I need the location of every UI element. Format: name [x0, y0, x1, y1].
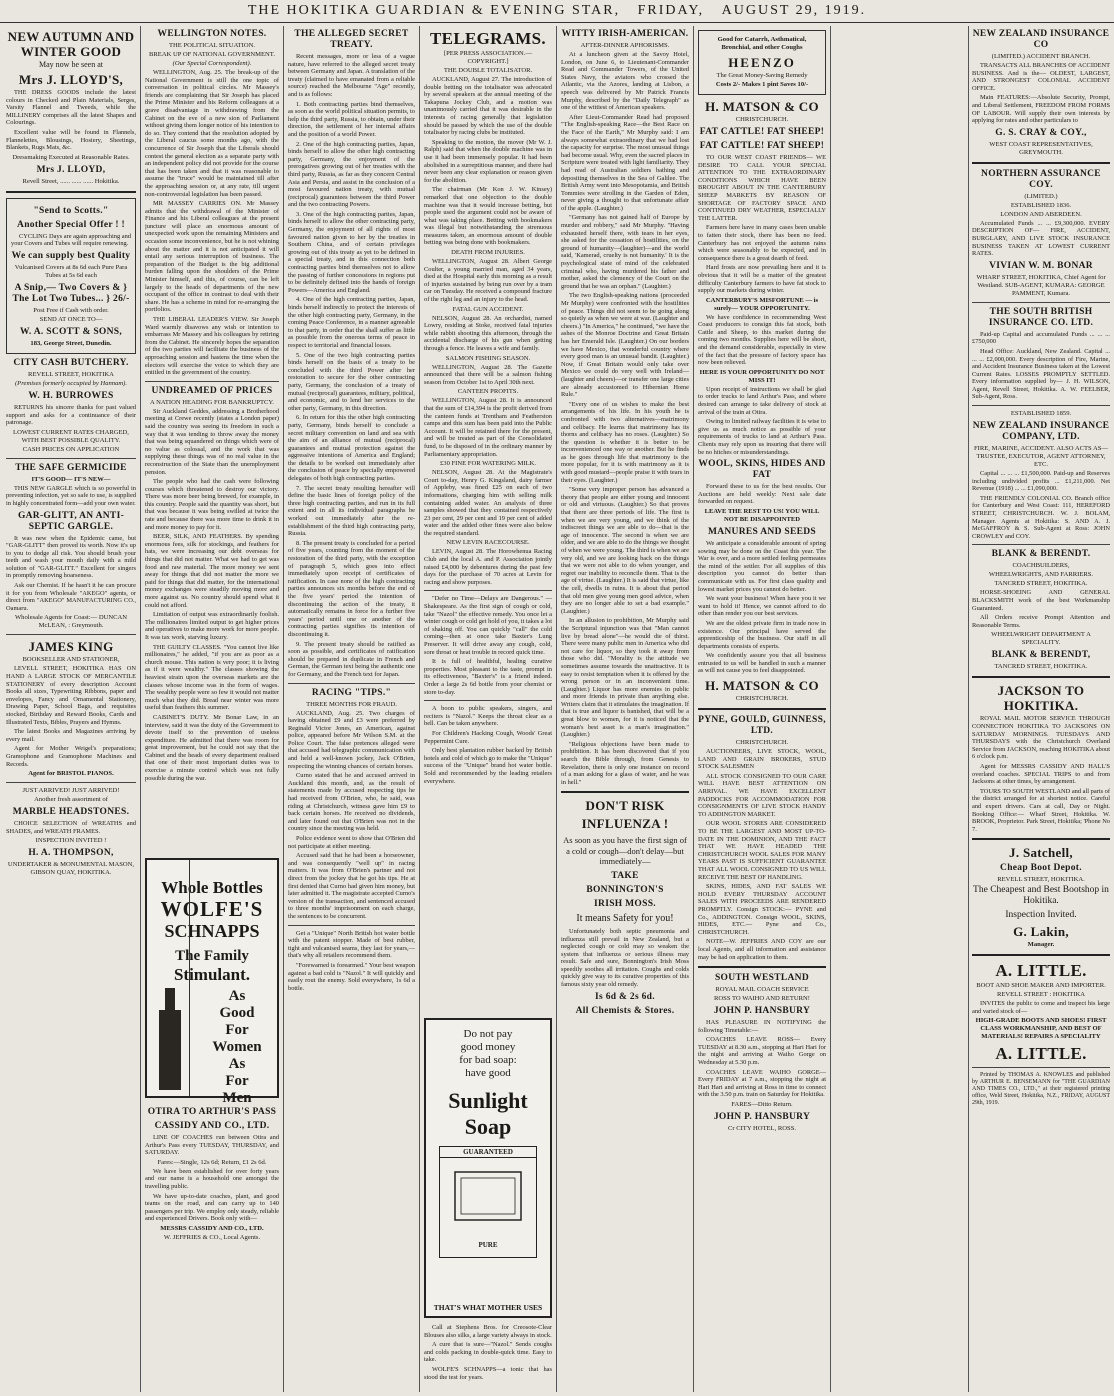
- paragraph: WHEELWRIGHT DEPARTMENT A SPECIALITY.: [991, 631, 1091, 647]
- address: REVELL STREET, HOKITIKA: [28, 370, 114, 378]
- paragraph: THE GUILTY CLASSES. "You cannot live like millionaires," he added, "if you are as poor as a church mouse. This nation is very poor; it is living as if it were wealthy." The classes showing the heaviest strain upon the overseas markets are the classes whose income was in the form of wages. The wealthy people were so few it would not matter much what they did. Bread near winter was more useful than feathers this summer.: [145, 643, 279, 712]
- paragraph: Paid-up Capital and accumulated Funds ... ... ... £750,000: [972, 330, 1110, 346]
- paragraph: The two English-speaking nations (proceeded Mr Murphy) were confronted with the hostilities of peace. Things did not seem to be going along so quietly as when we were at war. (Laughter and cheers.) "In America," he continued, "we have the ashes of the Monroe Doctrine and Great Britain has her Emerald Isle. (Laughter.) On our borders we have Mexico, that wonderful country where every good man is an unusual bandit. (Laughter.) Now, if Great Britain would only take over Mexico we could do very well with Ireland—(laughter and cheers)—or transfer one large cities are already accustomed to Hibernian Home Rule.": [561, 292, 689, 399]
- divider: [698, 966, 826, 968]
- paragraph: THE DRESS GOODS include the latest colours in Checked and Plain Materials, Serges, Varsity Flannel and Tweeds, while the MILLINERY comprises all the latest Shapes and Colourings.: [6, 89, 136, 127]
- address: TANCRED STREET, HOKITIKA.: [994, 663, 1088, 671]
- soap-bar-icon: [441, 1158, 535, 1238]
- paragraph: THE FRIENDLY COLONIAL CO. Branch office for Canterbury and West Coast: 111, HEREFORD STREET, CHRISTCHURCH. W. J. BOLAM, Manager. Agents at Hokitika: S. AND A. J. McGAFFROY & S. Sub-Agent at Ross: JOHN CROWLEY and COY.: [972, 494, 1110, 540]
- paragraph: 2. One of the high contracting parties, Japan, binds herself to allow the other high contracting party, Germany, the enjoyment of the prerogatives growing out of her treaties with the third party, Russia, as far as they concern Central Asia and Persia, and assist in the conclusion of a most favoured nation treaty, with mutual (reciprocal) guarantees between the third Power and the two contracting Powers.: [288, 140, 415, 209]
- signature: Mrs J. LLOYD,: [36, 164, 106, 175]
- paragraph: A cure that is sure—"Nazol." Sends coughs and colds packing in double-quick time. Easy to take.: [424, 1341, 552, 1364]
- paragraph: The Cheapest and Best Bootshop in Hokitika.: [973, 885, 1109, 907]
- paragraph: Post Free if Cash with order.: [33, 306, 109, 314]
- paragraph: INVITES the public to come and inspect his large and varied stock of—: [972, 1000, 1110, 1015]
- paragraph: We have up-to-date coaches, plant, and good teams on the road, and can carry up to 140 passengers per trip. We employ only steady, reliable and experienced Drivers. Book only with—: [145, 1192, 279, 1223]
- subheading: (LIMITED.) ACCIDENT BRANCH.: [991, 53, 1091, 60]
- divider: [145, 381, 279, 382]
- advertiser-name: THE SOUTH BRITISH INSURANCE CO. LTD.: [988, 306, 1094, 328]
- paragraph: Upon receipt of instructions we shall be glad to order trucks to land Arthur's Pass, and where desired can arrange to take delivery of stock at arrival of the train at Otira.: [698, 385, 826, 416]
- subheading: LONDON AND ABERDEEN.: [1000, 210, 1082, 218]
- subheading: ROYAL MAIL COACH SERVICE: [715, 986, 809, 994]
- signature: H. A. THOMPSON,: [28, 848, 114, 859]
- advert-line: Good for Catarrh, Asthmatical, Bronchial, and other Coughs: [717, 36, 807, 51]
- soap-box-illustration: [439, 1146, 537, 1258]
- divider: [6, 191, 136, 193]
- divider: [972, 162, 1110, 164]
- schnapps-bottle-icon: [147, 860, 189, 1096]
- subheading: BOOT AND SHOE MAKER AND IMPORTER.: [976, 982, 1106, 990]
- paragraph: Accused said that he had been a horseowner, and was consequently "well up" in racing matters. It was from O'Brien's partner and not direct from the jockey that he got his tips. He at first denied that Curno had given him money, but later admitted it. The magistrate accepted Curno's version of the transaction, and sentenced accused to three months' imprisonment on each charge, the sentences to be concurrent.: [288, 852, 415, 920]
- advert-line: The Great Money-Saving Remedy: [716, 72, 808, 79]
- address: REVELL STREET, HOKITIKA.: [997, 876, 1085, 884]
- divider: [972, 544, 1110, 545]
- paragraph: Main FEATURES:—Absolute Security, Prompt, and Liberal Settlement, FREEDOM FROM FORMS OF LABOUR. Will supply their own interests by applying for rates and other particulars to: [972, 94, 1110, 125]
- paragraph: NELSON, August 28. An orchardist, named Lowry, residing at Stoke, received fatal injuries while rabbit shooting this afternoon, through the accidental discharge of his gun when getting through a fence. He leaves a wife and family.: [424, 314, 552, 352]
- paragraph: We are the oldest private firm in trade now in existence. Our principal have served the apprenticeship of the business. Our staff in all departments consists of experts.: [698, 619, 826, 650]
- paragraph: INSPECTION INVITED !: [35, 837, 107, 845]
- headline: THE DOUBLE TOTALISATOR.: [443, 67, 533, 74]
- brand-name: HEENZO: [728, 55, 796, 70]
- paragraph: Dressmaking Executed at Reasonable Rates.: [12, 153, 130, 161]
- subheading: Manager.: [1027, 941, 1055, 949]
- paragraph: 5. One of the two high contracting parties binds herself on the basis of a treaty to be concluded with the third Power after her restoration to secure for the other contracting party, Germany, the conclusion of a treaty of mutual (reciprocal) guarantees, military, political, and economic, and to lend her services to the other party, Germany, in this direction.: [288, 351, 415, 412]
- headline: FATAL GUN ACCIDENT.: [452, 305, 524, 313]
- advertiser-name: J. Satchell,: [1009, 845, 1073, 861]
- paragraph: AUCKLAND, August 27. The introduction of double betting on the totalisator was advocated by several speakers at the annual meeting of the Takapuna Jockey Club, and a motion was unanimously carried that it was desirable in the interests of racing generally that legislation should be passed by which the use of the double totalisator by racing clubs be instituted.: [424, 76, 552, 137]
- headline: FAT CATTLE! FAT SHEEP!: [699, 141, 825, 151]
- paragraph: All Orders receive Prompt Attention and Reasonable Terms.: [972, 614, 1110, 629]
- address: REVELL STREET : HOKITIKA: [996, 991, 1086, 999]
- headline: CANTEEN PROFITS.: [457, 388, 519, 396]
- paragraph: "Germany has not gained half of Europe by murder and robbery," said Mr Murphy. "Having exhausted herself there, with tears in her eyes, she asked for the cessation of hostilities, on the ground of humanity—(laughter)—and the world said, 'Kamerad, cruelty is not humanity.' It is the psychological state of mind of the celebrated criminal who, having murdered his father and mother, asked the clemency of the Court on the ground that he was an orphan." (Laughter.): [561, 214, 689, 290]
- bonningtons-advert: [561, 798, 689, 1016]
- advertiser-name: JAMES KING: [28, 639, 114, 655]
- advert-word: For: [225, 1073, 249, 1089]
- masthead: [0, 0, 1114, 23]
- paragraph: "Some very improper person has advanced a theory that people are either young and innocent or old and virtuous. (Laughter.) So that proves that there are three periods of life. The first is when we are very young, and we think of the indiscreet things we are able to do—that is the age of innocence. The second is when we are older, and we are able to do the things we thought of when we were young. The third is when we are very old, and we are looking back on the things that we were not able to do when younger, and regret our inability to reconcile them. That is the age of virtue. (Laughter.) It is said that virtue, like the cell, dwells in ruins. It is about that period that old men give young men good advice, when they are no longer able to set a bad example." (Laughter.): [561, 486, 689, 615]
- subheading: We can supply best Quality: [11, 250, 131, 261]
- paragraph: It was new when the Epidemic came, but "GAR-GLITT" then proved its worth. Now it's up to you to dodge all risk. You should brush your teeth and wash your mouth daily with a mild solution of "GAR-GLITT." Excellent for singers in promptly removing hoarseness.: [6, 534, 136, 580]
- printer-imprint: Printed by THOMAS A. KNOWLES and published by ARTHUR E. BENSEMANN for "THE GUARDIAN AND TIMES CO., LTD.," at their registered printing office, Weld Street, Hokitika, N.Z., FRIDAY, AUGUST 29th, 1919.: [972, 1072, 1110, 1107]
- column-4-tail: [424, 1324, 552, 1383]
- paragraph: Agent for BRISTOL PIANOS.: [28, 770, 114, 778]
- advertiser-name: H. MATSON & CO: [705, 678, 819, 694]
- divider: [698, 708, 826, 710]
- column-rule: [556, 26, 557, 1392]
- paragraph: Only best plantation rubber backed by British hotels and cold of which go to make the "Unique" success of the "Unique" brand hot water bottle. Sold and recommended by the leading retailers everywhere.: [424, 747, 552, 785]
- advert-word: Good: [219, 1005, 255, 1021]
- paragraph: Limitation of output was extraordinarily foolish. The millionaires limited output to get higher prices and operatives to make more work for more people. It was tax work, starving luxury.: [145, 611, 279, 641]
- headline: INFLUENZA !: [581, 816, 669, 832]
- price: Is 6d & 2s 6d.: [595, 991, 655, 1002]
- paragraph: The latest Books and Magazines arriving by every mail.: [6, 728, 136, 743]
- divider: [6, 634, 136, 635]
- divider: [6, 782, 136, 783]
- advertiser-name: JOHN P. HANSBURY: [713, 1006, 811, 1017]
- column-8: [972, 26, 1110, 1392]
- paragraph: After Lieut-Commander Read had proposed "The English-speaking Race—the Best Race on the Face of the Earth," Mr Murphy said: I am always somewhat extraordinary that we had lost the capacity for surprise. The most unusual things had become usual. Why, even the sacred places in Scripture were treated with light familiarity. They had read of Australian soldiers bathing and depositing themselves in the Sea of Galilee. The British Army went into Mesopotamia, and British Tommies were strolling in the Garden of Eden, never giving a thought to that unfortunate affair of the apple. (Laughter.): [561, 113, 689, 212]
- paragraph: We confidently assure you that all business entrusted to us will be handled in such a manner as will not cause you to feel disappointed.: [698, 652, 826, 675]
- signature: BLANK & BERENDT,: [991, 650, 1091, 661]
- subheading: FIRE, MARINE, ACCIDENT. ALSO ACTS AS— TRUSTEE, EXECUTOR, AGENT ATTORNEY, ETC.: [974, 445, 1108, 469]
- paragraph: NOTE—W. JEFFRIES AND COY are our local Agents, and all information and assistance may be had on application to them.: [698, 938, 826, 961]
- paragraph: Head Office: Auckland, New Zealand. Capital ... ... ... £2,000,000. Every description of Fire, Marine, and Accident Insurance Business taken at the Lowest Current Rates. LOSSES PROMPTLY SETTLED. Every information supplied by— J. H. WILSON, Agent, Revell Street, Hokitika. A. W. FEELBER, Sub-Agent, Ross.: [972, 347, 1110, 401]
- paragraph: SKINS, HIDES, AND FAT SALES WE HOLD EVERY THURSDAY ACCOUNT SALES WITH PROCEEDS ARE RENDERED PROMPTLY. Consign STOCK:— PYNE and Co., ADDINGTON. Consign WOOL, SKINS, HIDES, ETC.— Pyne and Co., CHRISTCHURCH.: [698, 883, 826, 936]
- advert-word: As: [228, 988, 246, 1004]
- subheading: A NATION HEADING FOR BANKRUPTCY.: [150, 398, 274, 406]
- advertiser-name: A. LITTLE.: [995, 961, 1087, 981]
- paragraph: BEER, SILK, AND FEATHERS. By spending enormous fees, silk for stockings, and feathers for hats, we were increasing our debt overseas for things that did not matter. What we had to get was food and raw material. The more money we sent away for things that did not matter the more we paid for things that did matter, for the international money exchanges were steadily moving more and more against us. No country should spend what it could not afford.: [145, 533, 279, 609]
- paragraph: CABINET'S DUTY. Mr Bonar Law, in an interview, said it was the duty of the Government to devote itself to the prevention of useless expenditure. He admitted that there was room for great improvement, but he could not say that the Cabinet and the heads of every department realised that one of their most important duties was to exercise a minute control which was not fully possible during the war.: [145, 713, 279, 782]
- signature: MESSRS CASSIDY AND CO., LTD.: [160, 1224, 264, 1232]
- headline: JACKSON TO HOKITIKA.: [997, 683, 1085, 714]
- headline: MARBLE HEADSTONES.: [12, 807, 130, 818]
- headline: DEATH FROM INJURIES.: [451, 249, 525, 257]
- paragraph: THIS NEW GARGLE which is so powerful in preventing infection, yet so safe to use, is supplied in highly concentrated form—add your own water.: [6, 484, 136, 507]
- paragraph: Forward these to us for the best results. Our Auctions are held weekly: Next sale date forwarded on request.: [698, 483, 826, 506]
- paragraph: Police evidence went to show that O'Brien did not participate at either meeting.: [288, 835, 415, 850]
- masthead-name: THE HOKITIKA GUARDIAN & EVENING STAR,: [247, 3, 621, 18]
- headline: CITY CASH BUTCHERY.: [13, 357, 129, 368]
- paragraph: Excellent value will be found in Flannels, Flannelettes, Blousings, Hosiery, Sheetings, Blankets, Rugs Mats, &c.: [6, 128, 136, 152]
- headline: MANURES AND SEEDS: [707, 526, 817, 537]
- subheading: [PER PRESS ASSOCIATION.—COPYRIGHT.]: [443, 50, 533, 65]
- paragraph: The chairman (Mr Kon J. W. Kinsey) remarked that one objection to the double machine was that it would increase betting, but people used the argument could not be aware of what was taking place. Betting with bookmakers was illegal but notwithstanding the strenuous measures taken, an enormous amount of double betting was being done with bookmakers.: [424, 186, 552, 247]
- paragraph: As soon as you have the first sign of a cold or cough—don't delay—but immediately—: [563, 835, 687, 867]
- paragraph: 8. The present treaty is concluded for a period of five years, counting from the moment of the restoration of the third party, with the exception of paragraph 5, which goes into effect immediately upon receipt of certificates of ratification. In case none of the high contracting parties announces six months before the end of the five years' period the intention of discontinuing the action of the treaty, it automatically remains in force for a further five years' period until one or another of the contracting parties signifies its intention of discontinuing it.: [288, 539, 415, 638]
- paragraph: Get a "Unique" North British hot water bottle with the patent stopper. Made of best rubber, tight and vulcanised seams, they last for years,—that's why all retailers recommend them.: [288, 929, 415, 960]
- paragraph: It is full of healthful, healing curative properties. Most pleasant to the taste, prompt in its effectiveness, "Baxter's" is a friend indeed. Order a large 2s 6d bottle from your chemist or store to-day.: [424, 658, 552, 696]
- paragraph: FARES—Ditto Return.: [731, 1101, 793, 1109]
- signature: JOHN P. HANSBURY: [713, 1112, 811, 1123]
- paragraph: Recent messages, more or less of a vague nature, have referred to the alleged secret treaty between Germany and Japan. A translation of the treaty (claimed to have emanated from a reliable source) reached the Melbourne "Age" recently, and is as follows:: [288, 53, 415, 98]
- paragraph: CANTERBURY'S MISFORTUNE — is surely— YOUR OPPORTUNITY.: [705, 296, 819, 312]
- paragraph: We have confidence in recommending West Coast producers to consign this fat stock, both Cattle and Sheep, to this market during the coming two months. Supplies here will be short, and the demand considerable, especially in view of the fact that the pressure of factory space has now been relieved.: [698, 313, 826, 367]
- paragraph: Hard frosts are now prevailing here and it is obvious that it will be a matter of the greatest difficulty Canterbury farmers to have fat stock to supply our markets during winter.: [698, 264, 826, 295]
- paragraph: "Forewarned is forearmed." Your best weapon against a bad cold is "Nazol." It will quickly and easily rout the enemy. Sold everywhere, 1s 6d a bottle.: [288, 961, 415, 992]
- paragraph: LOWEST CURRENT RATES CHARGED, WITH BEST POSSIBLE QUALITY.: [13, 428, 129, 444]
- headline: NEW LEVIN RACECOURSE.: [446, 539, 530, 547]
- paragraph: HORSE-SHOEING AND GENERAL BLACKSMITH work of the best Workmanship Guaranteed.: [972, 589, 1110, 612]
- headline: NEW AUTUMN AND WINTER GOOD: [7, 29, 135, 59]
- paragraph: 9. The present treaty should be ratified as soon as possible, and certificates of ratification should be prepared in duplicate in French and German, the German text being the authentic one for Germany, and the French text for Japan.: [288, 640, 415, 678]
- divider: [424, 590, 552, 591]
- advert-stack: [199, 988, 275, 1107]
- column-6: [698, 26, 826, 1392]
- price: Costs 2/- Makes 1 pint Saves 10/-: [715, 81, 809, 88]
- paragraph: 3. One of the high contracting parties, Japan, binds herself to allow the other contracting party, Germany, the enjoyment of all rights of most favoured nation given to her by the treaties in Southern China, and of certain privileges growing out of this treaty as yet to be defined in a special treaty, and in this connection both contracting parties bind themselves not to allow the passing of further concessions in regions put to be definitely defined into the hands of foreign Powers—America and England.: [288, 210, 415, 294]
- wolfes-schnapps-advert: [145, 858, 279, 1106]
- paragraph: "Defer no Time—Delays are Dangerous." —Shakespeare. As the first sign of cough or cold, take "Nazol" the effective remedy. You once let a winter cough or cold get hold of you, it takes a lot of shaking off. You can quickly "call" the cold coming—then at once take Baxter's Lung Preserver. It will drive away any cough, cold, sore throat or heat trouble in record quick time.: [424, 595, 552, 656]
- guarantee-label: GUARANTEED: [440, 1147, 536, 1158]
- paragraph: Accumulated Funds ... ... £9,300,000. EVERY DESCRIPTION OF— FIRE, ACCIDENT, BURGLARY, AND LIVE STOCK INSURANCE BUSINESS TAKEN AT LOWEST CURRENT RATES.: [972, 219, 1110, 258]
- paragraph: WELLINGTON, Aug. 25. The break-up of the National Government is still the one topic of conversation in political circles. Mr Massey's friends are complaining that Sir Joseph has placed the Prime Minister and his Reform colleagues at a grave disadvantage in withdrawing from the Cabinet on the eve of a new sion of Parliament without giving them longer notice of his intention to do so. They contend that the resolution adopted by the Liberal caucus some months ago, with the concurrence of Sir Joseph that the Liberals should contest the general election as a separate party with an independent policy did not provide for the course that has been taken and that it was reasonable to assume the "truce" would be maintained till after the approaching session or, at any rate, till urgent non-controversial legislation has been passed.: [145, 69, 279, 198]
- paragraph: Owing to limited railway facilities it is wise to give us as much notice as possible of your requirements of trucks to land at Arthur's Pass. Clients may rely upon us insuring that there will be no hitches or misunderstandings.: [698, 418, 826, 456]
- advertiser-name: PYNE, GOULD, GUINNESS, LTD.: [698, 715, 826, 737]
- paragraph: MR MASSEY CARRIES ON. Mr Massey admits that the withdrawal of the Minister of Finance and his Liberal colleagues at the present juncture will place an enormous amount of unexpected work upon the remaining Ministers and occasion some inconvenience, but he is not whining about the matter and it is not anticipated it will entail any serious interruption of business. The preparation of the Budget is the big additional burden falling upon the shoulders of the Prime Minister himself, and this, of course, can be left largely to the heads of departments of the new occupant of the office in contrast to deal with their share. He has a scheme in mind for re-arranging the portfolios.: [145, 200, 279, 314]
- paragraph: ROYAL MAIL MOTOR SERVICE THROUGH CONNECTION HOKITIKA TO JACKSONS ON SATURDAY MORNINGS. TUESDAYS AND THURSDAYS with the Christchurch Overland Service from JACKSON, reaching HOKITIKA about 6 o'clock p.m.: [972, 715, 1110, 761]
- subheading: BREAK UP OF NATIONAL GOVERNMENT.: [149, 51, 275, 58]
- column-rule: [968, 26, 969, 1392]
- headline: THE SAFE GERMICIDE: [15, 462, 127, 473]
- paragraph: In an allusion to prohibition, Mr Murphy said the Scriptural injunction was that "Man cannot live by bread alone"—he would die of thirst. There were many public men in America who did not care for liquor, so they took it away from those who did. "Morality is the attitude we sometimes assume towards the unattractive. It is easy to resist temptation when it is offered by the wrong person or in an inconvenient time. (Laughter.) Liquor has more enemies in public and more friends in private than anything else. Writers claim that it stimulates the imagination. If that is true and liquor is banished, that will be a great blow to women, for it is noticed that the woman's best asset is a man's imagination." (Laughter.): [561, 617, 689, 739]
- masthead-day: FRIDAY,: [637, 3, 705, 18]
- advertiser-name: NORTHERN ASSURANCE COY.: [981, 168, 1101, 190]
- column-3: [288, 26, 415, 1392]
- advertiser-name: BLANK & BERENDT.: [991, 549, 1091, 560]
- paragraph: ALL STOCK CONSIGNED TO OUR CARE WILL HAVE BEST ATTENTION ON ARRIVAL. WE HAVE EXCELLENT PADDOCKS FOR ACCOMMODATION FOR CONSIGNMENTS OF LIVE STOCK HANDY TO ADDINGTON MARKET.: [698, 772, 826, 818]
- subheading: Cheap Boot Depot.: [1000, 863, 1082, 874]
- advertiser-name: H. MATSON & CO: [705, 99, 819, 114]
- paragraph: 4. One of the high contracting parties, Japan, binds herself indirectly to protect the interests of the other high contracting party, Germany, in the coming Peace Conference, in a manner agreeable to that party, in order that the shall suffer as little as possible from the onerous terms of peace in respect to territorial and financial losses.: [288, 296, 415, 349]
- headline: £30 FINE FOR WATERING MILK.: [439, 460, 537, 468]
- advert-word: Women: [212, 1039, 262, 1055]
- paragraph: Agent for Mother Weigel's preparations; Gramophone and Gramophone Machines and Records.: [6, 745, 136, 768]
- paragraph: RETURNS his sincere thanks for past valued support and asks for a continuance of their patronage.: [6, 403, 136, 427]
- subheading: Another Special Offer ! !: [17, 219, 125, 230]
- subheading: TAKE: [611, 870, 639, 881]
- divider: [972, 954, 1110, 956]
- pure-label: PURE: [478, 1240, 498, 1249]
- paragraph: LEVELL STREET, HOKITIKA HAS ON HAND A LARGE STOCK OF MERCANTILE STATIONERY of every description Account Books all sizes, Typewriting Ribbons, paper and envelopes, Fancy and Ornamental Stationery, Drawing Paper, School Bags, and requisites stocked, Birthday and Reward Books, Cards and Illustrated Texts, Bibles, Prayers and Hymns.: [6, 665, 136, 726]
- paragraph: (Premises formerly occupied by Hannam).: [14, 379, 127, 387]
- subheading: CHRISTCHURCH.: [735, 739, 789, 747]
- paragraph: COACHES LEAVE WAIHO GORGE— Every FRIDAY at 7 a.m., stopping the night at Hari Hari and arriving at Ross in time to connect with the 3.50 p.m. train on Saturday for Hokitika.: [698, 1068, 826, 1099]
- paragraph: "Every one of us wishes to make the best arrangements of his life. In his youth he is confronted with two alternatives—matrimony and celibacy. He learns that matrimony has its thorns and celibacy has no roses. (Laughter.) So the question is whether it is better to be inconvenienced one way or another. But he finds as he goes through life that matrimony is the more popular, for it is with matrimony as it is with good mustard—people praise it with tears in their eyes. (Laughter.): [561, 400, 689, 484]
- headline: SOUTH WESTLAND: [714, 973, 810, 984]
- headline: "Send to Scotts.": [33, 205, 109, 216]
- signature: A. LITTLE.: [995, 1044, 1087, 1064]
- divider: [424, 700, 552, 701]
- headline: SALMON FISHING SEASON.: [445, 354, 531, 362]
- column-5: [561, 26, 689, 1392]
- brand-name: BONNINGTON'S: [586, 884, 664, 895]
- subheading: CHRISTCHURCH.: [735, 116, 789, 123]
- paragraph: CASH PRICES ON APPLICATION: [22, 445, 120, 453]
- paragraph: NELSON, August 28. At the Magistrate's Court to-day, Henry G. Kingsland, dairy farmer of Appleby, was fined £25 on each of two informations, charging him with selling milk containing added water. An analysis of three samples showed that they contained respectively 23 per cent, 29 per cent and 19 per cent of added water and the added other fines were also below the required standard.: [424, 469, 552, 537]
- headline: RACING "TIPS.": [311, 687, 392, 698]
- paragraph: "Religious objections have been made to prohibition. It has been discovered that if you search the Bible through, from Genesis to Revelation, there is only one instance on record of a man asking for a glass of water, and he was in hell.": [561, 740, 689, 786]
- advert-tagline: It means Safety for you!: [576, 912, 674, 924]
- advert-footer: THAT'S WHAT MOTHER USES: [433, 1303, 543, 1312]
- brand-name: Sunlight: [448, 1088, 528, 1113]
- advertiser-name: NEW ZEALAND INSURANCE COMPANY, LTD.: [972, 421, 1110, 443]
- paragraph: Wholesale Agents for Coast:— DUNCAN McLEAN, : Greymouth.: [14, 614, 128, 630]
- headline: UNDREAMED OF PRICES: [151, 385, 273, 396]
- paragraph: WELLINGTON, August 28. The Gazette announced that there will be a salmon fishing season from October 1st to April 30th next.: [424, 363, 552, 386]
- advert-word: As: [228, 1056, 246, 1072]
- headline: WITTY IRISH-AMERICAN.: [561, 29, 689, 39]
- cassidy-advert: [145, 1104, 279, 1243]
- paragraph: We want your business! When have you it we want to hold it! Hence, we cannot afford to do other than render you our best services.: [698, 595, 826, 618]
- headline: DON'T RISK: [585, 798, 665, 814]
- byline: (Our Special Correspondent).: [172, 60, 252, 67]
- column-rule: [830, 26, 831, 1392]
- address: Revell Street, ...... ...... ...... Hokitika.: [22, 177, 120, 185]
- paragraph: Another fresh assortment of: [34, 796, 108, 804]
- subheading: THREE MONTHS FOR FRAUD.: [306, 700, 397, 708]
- paragraph: A boon to public speakers, singers, and reciters is "Nazol." Keeps the throat clear as a bell. Can be taken anywhere.: [424, 705, 552, 728]
- paragraph: THE LIBERAL LEADER'S VIEW. Sir Joseph Ward warmly disavows any wish or intention to embarrass Mr Massey and his colleagues by retiring from the Cabinet. He sincerely hopes the separation of the two parties will facilitate the business of the approaching session and hastens the time when the electors will exercise the voice to which they are entitled in the government of the country.: [145, 316, 279, 377]
- divider: [972, 405, 1110, 406]
- brand-name: IRISH MOSS.: [594, 898, 656, 909]
- divider: [972, 676, 1110, 678]
- paragraph: HAS PLEASURE IN NOTIFYING the following Timetable:—: [698, 1019, 826, 1034]
- column-rule: [140, 26, 141, 1392]
- divider: [561, 791, 689, 793]
- headline: WELLINGTON NOTES.: [157, 29, 267, 39]
- subheading: (LIMITED.): [1024, 192, 1058, 200]
- subheading: BOOKSELLER AND STATIONER,: [22, 656, 120, 664]
- signature: G. Lakin,: [1013, 924, 1069, 940]
- paragraph: WOLFE'S SCHNAPPS—a tonic that has stood the test for years.: [424, 1365, 552, 1381]
- paragraph: Speaking to the motion, the mover (Mr W. J. Ralph) said that when the double machine was in use it had been immensely popular. It had been abolished in a surreptitious manner, and there had never been any clear explanation or reason given for the abolition.: [424, 138, 552, 184]
- brand-name: SCHNAPPS: [164, 921, 260, 941]
- advert-line: good money: [460, 1041, 516, 1053]
- paragraph: Ask our Chemist. If he hasn't it he can procure it for you from Wholesale "AKEGO" agents, or direct from "AKEGO" MANUFACTURING CO., Oamaru.: [6, 582, 136, 612]
- paragraph: At a luncheon given at the Savoy Hotel, London, on June 6, to Lieutenant-Commander Read and Commander Towers, of the United States Navy, the aviators who crossed the Atlantic, via the Azores, landing at Lisbon, a speech was delivered by Mr Patrick Francis Murphy, described by the "Daily Telegraph" as one of the wittiest of American speakers.: [561, 51, 689, 112]
- subheading: WEST COAST REPRESENTATIVES, GREYMOUTH.: [989, 140, 1093, 156]
- advert-tagline: The Family: [175, 948, 249, 964]
- headline: FAT CATTLE! FAT SHEEP!: [699, 127, 825, 137]
- paragraph: WELLINGTON, August 28. It is announced that the sum of £14,394 is the profit derived from the canteen funds at Trentham and Featherston camps and this sum has been paid into the Public Account. It will be retained there for the present, and will be treated as part of the Consolidated fund, to be disposed of in the ordinary manner by Parliamentary appropriation.: [424, 397, 552, 458]
- paragraph: AUCTIONEERS, LIVE STOCK, WOOL, LAND AND GRAIN BROKERS, STUD STOCK SALESMEN: [698, 748, 826, 771]
- paragraph: Call at Stephens Bros. for Creosote-Clear Blouses also silks, a large variety always in stock.: [424, 1324, 552, 1339]
- paragraph: HIGH-GRADE BOOTS AND SHOES! FIRST CLASS WORKMANSHIP, AND BEST OF MATERIALS! REPAIRS A SPECIALITY: [975, 1017, 1107, 1041]
- paragraph: CHOICE SELECTION of WREATHS and SHADES, and WREATH FRAMES.: [6, 820, 136, 835]
- paragraph: AUCKLAND, Aug. 25. Two charges of having obtained £9 and £3 were preferred by Reginald Victor Jones, an American, against police, appeared before Mr Wilson S.M. at the Police Court. The false pretences alleged were that accused had telegraphic communication with and held a well-known jockey, Jack O'Brien, respecting the winning chances of certain horses.: [288, 709, 415, 770]
- column-2: [145, 26, 279, 1392]
- headline: THE ALLEGED SECRET TREATY.: [294, 29, 409, 50]
- divider: [6, 458, 136, 459]
- headline: OTIRA TO ARTHUR'S PASS: [147, 1107, 277, 1117]
- paragraph: Capital ... ... ... £1,500,000. Paid-up and Reserves including undivided profits ... £1,211,000. Net Revenue (1918) ... ... £1,090,000.: [972, 470, 1110, 493]
- paragraph: LEVIN, August 28. The Horowhenua Racing Club and the local A. and P. Association jointly raised £4,000 by debentures during the past few days for the purchase of 70 acres at Levin for racing and show purposes.: [424, 548, 552, 586]
- paragraph: JUST ARRIVED! JUST ARRIVED!: [22, 787, 120, 795]
- paragraph: SEND AT ONCE TO—: [39, 315, 103, 323]
- paragraph: Fares:—Single, 12s 6d; Return, £1 2s 6d.: [157, 1158, 267, 1166]
- subheading: AFTER-DINNER APHORISMS.: [580, 42, 670, 49]
- headline: WOOL, SKINS, HIDES AND FAT: [698, 459, 826, 481]
- address: Cr CITY HOTEL, ROSS.: [727, 1125, 797, 1133]
- column-rule: [419, 26, 420, 1392]
- subheading: ESTABLISHED 1859.: [1010, 410, 1072, 418]
- paragraph: Agent for MESSRS CASSIDY AND HALL'S overland coaches. SPECIAL TRIPS to and from Jacksons at other times, by arrangement.: [972, 762, 1110, 786]
- paragraph: Vulcanised Covers at 8s 6d each Pure Para Tubes at 5s 6d each: [14, 263, 128, 279]
- paragraph: Curno stated that he and accused arrived in Auckland this month, and, as the result of statements made by accused respecting tips he had received from O'Brien, who, he said, was riding at Christchurch, witness gave him £9 to back certain horses. He received no dividends, and later found out that O'Brien was not in the country since the meeting was held.: [288, 772, 415, 833]
- column-7: [835, 26, 964, 1392]
- paragraph: TO OUR WEST COAST FRIENDS— WE DESIRE TO CALL YOUR SPECIAL ATTENTION TO THE EXTRAORDINARY CONDITIONS WHICH HAVE BEEN BROUGHT ABOUT IN THE CANTERBURY SHEEP MARKETS BY REASON OF SHORTAGE OF FACTORY SPACE AND CONTINUED DRY WEATHER, ESPECIALLY THE LATTER.: [698, 154, 826, 222]
- paragraph: WHARF STREET, HOKITIKA, Chief Agent for Westland. SUB-AGENT, KUMARA: GEORGE PAMMENT, Kumara.: [976, 273, 1106, 297]
- brand-name: WOLFE'S: [160, 897, 264, 921]
- stockists: All Chemists & Stores.: [575, 1005, 675, 1016]
- paragraph: CYCLING Days are again approaching and your Covers and Tubes will require renewing.: [11, 232, 131, 248]
- advert-line: Do not pay: [463, 1028, 513, 1040]
- bottle-illustration: [147, 860, 190, 1096]
- sunlight-soap-advert: [424, 1018, 552, 1318]
- subheading: COACHBUILDERS,: [1012, 562, 1070, 570]
- advertiser-name: Mrs J. LLOYD'S,: [18, 72, 124, 87]
- subheading: IT'S GOOD— IT'S NEW—: [31, 475, 111, 483]
- advertiser-name: W. A. SCOTT & SONS,: [19, 326, 123, 337]
- masthead-date: AUGUST 29, 1919.: [721, 3, 867, 18]
- advert-line: have good: [465, 1067, 511, 1079]
- paragraph: TRANSACTS ALL BRANCHES OF ACCIDENT BUSINESS. And is the— OLDEST, LARGEST, AND STRONGEST COLONIAL ACCIDENT OFFICE.: [972, 62, 1110, 92]
- heenzo-advert: [698, 30, 826, 95]
- advert-word: Men: [222, 1090, 252, 1106]
- scotts-advert: [6, 198, 136, 354]
- address: TANCRED STREET, HOKITIKA.: [994, 580, 1088, 588]
- column-1: [6, 26, 136, 1392]
- subheading: WHEELWRIGHTS, AND FARRIERS.: [988, 571, 1094, 579]
- paragraph: ROSS TO WAIHO AND RETURN!: [714, 995, 810, 1003]
- advertiser-name: CASSIDY AND CO., LTD.: [154, 1121, 270, 1131]
- advert-tagline: Whole Bottles: [161, 878, 263, 897]
- subheading: THE POLITICAL SITUATION.: [168, 42, 255, 49]
- subheading: CHRISTCHURCH.: [735, 695, 789, 703]
- paragraph: The people who had the cash were following courses which threatened to destroy our victory. There was more beer being brewed, for example, in this country. People said the quantity was short, but that was because it was being swilled at twice the rate and because there was more time to drink it in and more money to pay for it.: [145, 478, 279, 531]
- address: UNDERTAKER & MONUMENTAL MASON, GIBSON QUAY, HOKITIKA.: [7, 861, 135, 877]
- subheading: ESTABLISHED 1836.: [1010, 201, 1072, 209]
- paragraph: Sir Auckland Geddes, addressing a Brotherhood meeting at Crewe recently (states a London paper) said the country was seeing its freedom in such a way that it was tending to throw away the money that was being squandered on things which were of no value as colossal, and the work that was supplying these things was of no real value in the reconstruction of the State than the unemployment pension.: [145, 407, 279, 476]
- signature: W. JEFFRIES & CO., Local Agents.: [163, 1233, 261, 1241]
- paragraph: Inspection Invited.: [1005, 910, 1077, 921]
- divider: [972, 1067, 1110, 1068]
- paragraph: WELLINGTON, August 28. Albert George Coulter, a young married man, aged 34 years, died at the Hospital early this morning as a result of injuries sustained by being run over by a tram car on Tuesday. He received a compound fracture of the right leg and an injury to the head.: [424, 258, 552, 304]
- paragraph: TOURS TO SOUTH WESTLAND and all parts of the district arranged for at shortest notice. Careful and expert drivers. Cars at call, Day or Night. Booking Office:— Wharf Street, Hokitika. W. BROOK, Proprietor. Park Street, Hokitika; 'Phone No 7.: [972, 787, 1110, 833]
- paragraph: HERE IS YOUR OPPORTUNITY DO NOT MISS IT!: [699, 368, 825, 384]
- paragraph: OUR WOOL STORES ARE CONSIDERED TO BE THE LARGEST AND MOST UP-TO-DATE IN THE DOMINION, AND THE FACT THAT WE HAVE HEADED THE CHRISTCHURCH WOOL SALES FOR MANY YEARS PAST IS SUFFICIENT GUARANTEE THAT ALL WOOL CONSIGNED TO US WILL RECEIVE THE BEST OF HANDLING.: [698, 820, 826, 881]
- subheading: May now be seen at: [39, 60, 103, 69]
- advert-word: For: [225, 1022, 249, 1038]
- paragraph: 7. The secret treaty resulting hereafter will define the basic lines of foreign policy of the three high contracting parties, and run in its full extent and in all its individual paragraphs be worked out immediately after the re-establishment of the third high contracting party, Russia.: [288, 484, 415, 538]
- advertiser-name: G. S. CRAY & COY.,: [995, 127, 1087, 138]
- paragraph: We have been established for over forty years and our name is a household one amongst the travelling public.: [145, 1167, 279, 1190]
- signature: VIVIAN W. M. BONAR: [989, 260, 1093, 271]
- section-title: TELEGRAMS.: [430, 29, 546, 48]
- product-name: GAR-GLITT, AN ANTI-SEPTIC GARGLE.: [17, 510, 125, 532]
- paragraph: COACHES LEAVE ROSS— Every TUESDAY at 8.30 a.m., stopping at Hari Hari for the night and arriving at Waiho Gorge on Wednesday at 5.30 p.m.: [698, 1036, 826, 1067]
- divider: [972, 838, 1110, 840]
- divider: [288, 925, 415, 926]
- column-rule: [283, 26, 284, 1392]
- paragraph: LEAVE THE REST TO US! YOU WILL NOT BE DISAPPOINTED: [704, 507, 820, 523]
- column-rule: [693, 26, 694, 1392]
- advert-line: for bad soap:: [459, 1054, 517, 1066]
- paragraph: Unfortunately both septic pneumonia and influenza still prevail in New Zealand, but a neglected cough or cold may so weaken the system that influenza or serious illness may result. Safe and sure, Bonnington's Irish Moss speedily soothes all irritation. Coughs and colds quickly give way to its curative properties of this famous sixty year old remedy.: [561, 927, 689, 989]
- divider: [288, 683, 415, 684]
- paragraph: Farmers here have in many cases been unable to fatten their stock, there has been no feed. Canterbury has not enjoyed the autumn rains which were seasonably to be expected, and in consequence there is a great dearth of feed.: [698, 224, 826, 262]
- advert-tagline: Stimulant.: [173, 965, 251, 984]
- address: 183, George Street, Dunedin.: [30, 339, 112, 347]
- paragraph: We anticipate a considerable amount of spring sowing may be done on the Coast this year. The War is over, and a more settled feeling permeates the mind of the settler. For all supplies of this description you cannot do better than communicate with us. For first class quality and lowest market prices you cannot do better.: [698, 539, 826, 593]
- paragraph: 6. In return for this the other high contracting party, Germany, binds herself to conclude a secret military convention on land and sea with the aim of an alliance of mutual (reciprocal) guarantees and mutual protection against the aggressive intentions of America and England; the details to be worked out immediately after the conclusion of peace by specially empowered delegates of both high contracting parties.: [288, 414, 415, 483]
- column-4: [424, 26, 552, 1392]
- advertiser-name: NEW ZEALAND INSURANCE CO: [972, 29, 1110, 50]
- paragraph: For Children's Hacking Cough, Woods' Great Peppermint Cure.: [424, 729, 552, 745]
- advertiser-name: W. H. BURROWES: [28, 390, 114, 401]
- paragraph: 1. Both contracting parties bind themselves, as soon as the world political situation permits, to help the third party, Russia, to obtain, under their direction, the settlement of her internal affairs and the position of a world Power.: [288, 100, 415, 138]
- divider: [972, 302, 1110, 303]
- brand-name: Soap: [464, 1114, 512, 1139]
- paragraph: LINE OF COACHES run between Otira and Arthur's Pass every TUESDAY, THURSDAY, and SATURDAY.: [145, 1134, 279, 1157]
- subheading: A Snip,— Two Covers & } The Lot Two Tubes... } 26/-: [12, 282, 130, 304]
